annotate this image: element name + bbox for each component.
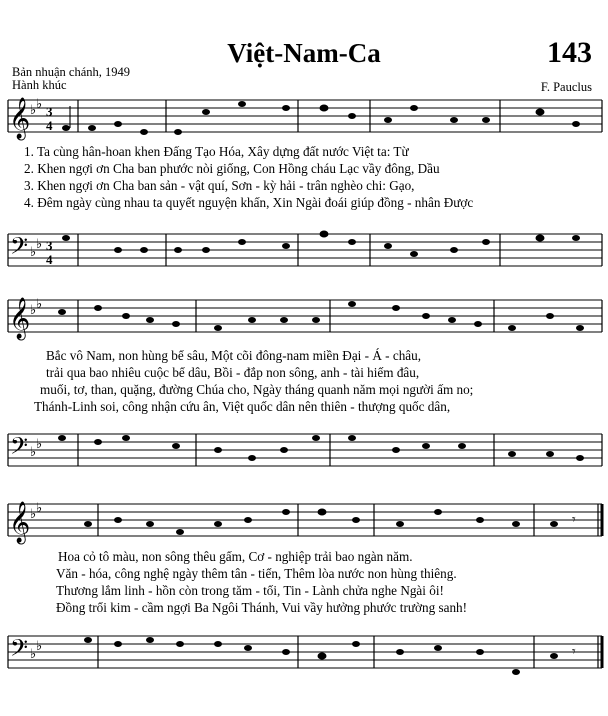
edition-note: Bản nhuận chánh, 1949 [12,65,131,79]
bass-staff-system-3 [0,628,608,688]
svg-text:𝄞: 𝄞 [9,298,31,339]
svg-text:♭: ♭ [30,244,37,259]
verse-1-line: 1. Ta cùng hân-hoan khen Đấng Tạo Hóa, Xây dựng đất nước Việt ta: Từ [24,144,409,159]
svg-text:𝄢: 𝄢 [10,432,29,465]
verse-2-line: trải qua bao nhiêu cuộc bể dâu, Bồi - đắp non sông, anh - tài hiếm đâu, [46,365,420,380]
flat-icon: ♭ [30,102,37,117]
svg-text:♭: ♭ [30,506,37,521]
verse-4-line: Đồng trổi kim - cầm ngợi Ba Ngôi Thánh, Vui vầy hưởng phước trường sanh! [56,600,468,615]
svg-text:♭: ♭ [30,302,37,317]
verse-4-line: 4. Đêm ngày cùng nhau ta quyết nguyện khấn, Xin Ngài đoái giúp đồng - nhân Được [24,195,474,210]
svg-text:𝄾: 𝄾 [572,645,576,660]
treble-clef-icon: 𝄞 [9,98,31,139]
verse-2-line: Văn - hóa, công nghệ ngày thêm tân - tiến, Thêm lòa nước non hùng thiêng. [56,566,457,581]
svg-text:𝄾: 𝄾 [572,513,576,528]
verse-3-line: Thương lắm linh - hồn còn trong tăm - tối, Tin - Lành chửa nghe Ngài ôi! [56,583,444,598]
verse-3-line: 3. Khen ngợi ơn Cha ban sản - vật quí, Sơn - kỳ hải - trân nghèo chi: Gạo, [24,178,415,193]
notes-system-3 [84,509,576,535]
verse-3-line: muối, tơ, than, quặng, đường Chúa cho, Ngày tháng quanh năm mọi người ấm no; [40,382,474,397]
verse-2-line: 2. Khen ngợi ơn Cha ban phước nòi giống, Con Hồng cháu Lạc vầy đông, Dầu [24,161,440,176]
bass-staff-system-2 [0,426,608,478]
bass-notes-system-1 [62,231,580,257]
hymn-meta-left [12,66,130,92]
bass-staff-system-1 [0,226,608,278]
treble-staff-system-1 [0,92,608,144]
svg-text:♭: ♭ [30,444,37,459]
svg-text:♭: ♭ [36,236,43,251]
svg-text:♭: ♭ [36,96,43,111]
svg-text:♭: ♭ [36,436,43,451]
svg-text:𝄢: 𝄢 [10,634,29,667]
treble-staff-system-2 [0,292,608,344]
hymn-number: 143 [547,36,592,69]
svg-text:𝄞: 𝄞 [9,502,31,543]
hymn-title: Việt-Nam-Ca [227,38,381,68]
svg-text:♭: ♭ [36,500,43,515]
svg-text:♭: ♭ [36,296,43,311]
composer-credit: F. Pauclus [540,80,592,94]
bass-notes-system-3 [84,637,576,675]
time-signature: 3 [46,104,53,119]
svg-text:4: 4 [46,118,53,133]
svg-text:♭: ♭ [30,646,37,661]
tempo-marking: Hành khúc [12,78,67,92]
verse-1-line: Hoa cỏ tô màu, non sông thêu gấm, Cơ - nghiệp trải bao ngàn năm. [58,549,413,564]
svg-text:♭: ♭ [36,638,43,653]
notes-system-1 [62,100,580,135]
verse-4-line: Thánh-Linh soi, công nhận cứu ân, Việt quốc dân nên thiên - thượng quốc dân, [34,399,451,414]
treble-staff-system-3 [0,496,608,548]
bass-notes-system-2 [58,435,584,461]
bass-clef-icon: 𝄢 [10,232,29,265]
svg-text:3: 3 [46,238,53,253]
verse-1-line: Bắc vô Nam, non hùng bể sâu, Một cõi đông-nam miền Đại - Á - châu, [46,348,422,363]
svg-text:4: 4 [46,252,53,267]
